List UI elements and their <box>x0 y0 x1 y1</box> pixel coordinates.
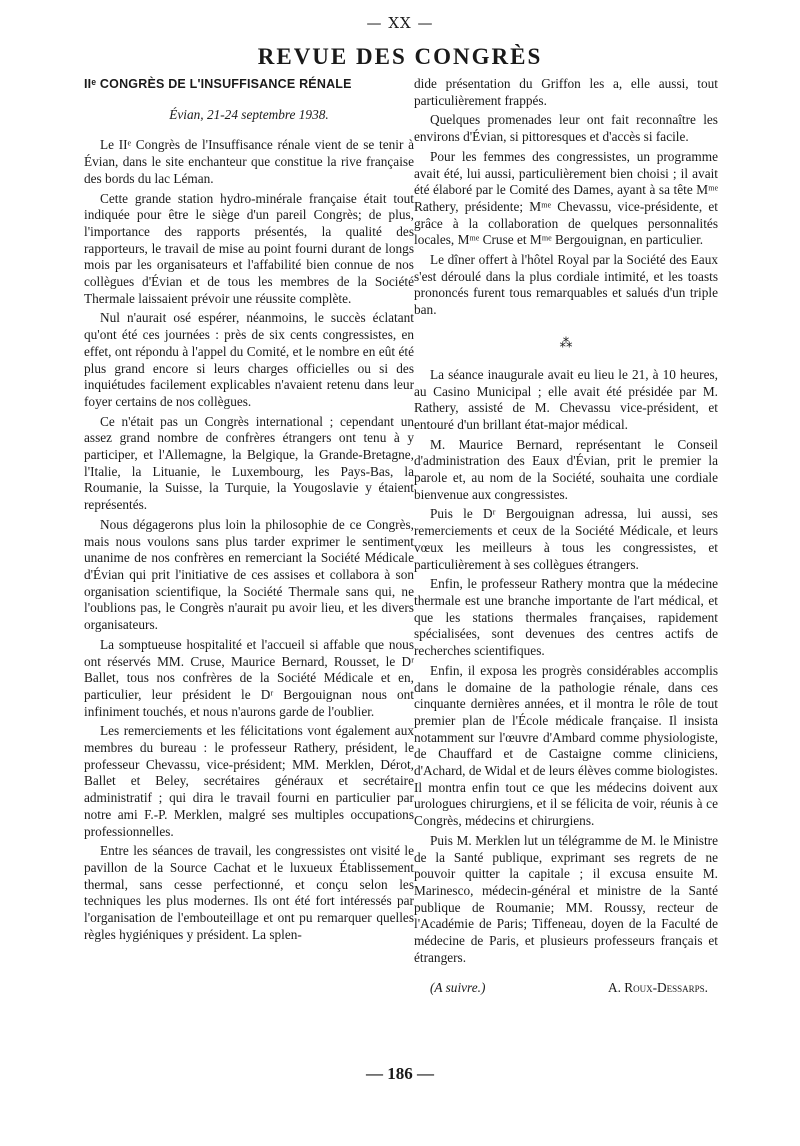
paragraph: Enfin, il exposa les progrès considérables accomplis dans le domaine de la pathologie rénale, dans ces cinquante dernières années, et il montra le rôle de tout premier plan de l'École médicale française. Il insista notamment sur l'œuvre d'Ambard comme physiologiste, de Chauffard et de Castaigne comme cliniciens, d'Achard, de Widal et de leurs élèves comme biologistes. Il montra enfin tout ce que les médecins doivent aux urologues chirurgiens, et il se félicita de voir, réunis à ce Congrès, médecins et chirurgiens. <box>414 662 718 829</box>
paragraph: Le IIᵉ Congrès de l'Insuffisance rénale vient de se tenir à Évian, dans le site enchanteur que constitue la rive française des bords du lac Léman. <box>84 137 414 186</box>
signature-line <box>414 980 718 997</box>
paragraph: Les remerciements et les félicitations vont également aux membres du bureau : le professeur Rathery, président, le professeur Chevassu, vice-président; MM. Merklen, Dérot, Ballet et Beley, secrétaires généraux et secrétaire administratif ; qui dira le travail fourni en particulier par notre ami F.-P. Merklen, malgré ses multiples occupations professionnelles. <box>84 723 414 839</box>
paragraph: Nul n'aurait osé espérer, néanmoins, le succès éclatant qu'ont été ces journées : près de six cents congressistes, en effet, ont répondu à l'appel du Comité, et le nombre en eût été plus grand encore si leurs charges officielles ou si des inquiétudes facilement explicables n'avaient retenu dans leur foyer certains de nos collègues. <box>84 310 414 409</box>
paragraph: Entre les séances de travail, les congressistes ont visité le pavillon de la Source Cachat et le luxueux Établissement thermal, sans cesse perfectionné, et conçu selon les techniques les plus modernes. Ils ont été fort intéressés par l'organisation de l'embouteillage et ont pu remarquer quelles règles hygiéniques y président. La splen- <box>84 843 414 942</box>
paragraph: M. Maurice Bernard, représentant le Conseil d'administration des Eaux d'Évian, prit le premier la parole et, au nom de la Société, souhaita une cordiale bienvenue aux congressistes. <box>414 436 718 502</box>
author-name: A. Roux-Dessarps. <box>608 980 708 996</box>
to-be-continued: (A suivre.) <box>430 980 486 996</box>
page-title: REVUE DES CONGRÈS <box>257 44 543 69</box>
paragraph: Puis M. Merklen lut un télégramme de M. le Ministre de la Santé publique, exprimant ses regrets de ne pouvoir quitter la capitale ; il excusa ensuite M. Marinesco, médecin-général et ministre de la Santé publique de Roumanie; MM. Roussy, recteur de l'Académie de Paris; Tiffeneau, doyen de la Faculté de médecine de Paris, et plusieurs professeurs français et étrangers. <box>414 832 718 965</box>
paragraph: La séance inaugurale avait eu lieu le 21, à 10 heures, au Casino Municipal ; elle avait été présidée par M. Rathery, assisté de M. Chevassu vice-président, et entouré d'un brillant état-major médical. <box>414 366 718 432</box>
paragraph: Cette grande station hydro-minérale française était tout indiquée pour être le siège d'un pareil Congrès; de plus, l'importance des rapports présentés, la qualité des rapporteurs, le travail de mise au point fourni durant de longs mois par les organisateurs et l'affabilité bien connue de nos collègues d'Évian et de tous les membres de la Société Thermale laissaient prévoir une réussite complète. <box>84 190 414 306</box>
paragraph: Ce n'était pas un Congrès international ; cependant un assez grand nombre de confrères étrangers ont tenu à y participer, et l'Allemagne, la Belgique, la Grande-Bretagne, l'Italie, la Lituanie, le Luxembourg, les Pays-Bas, la Roumanie, la Suisse, la Turquie, la Yougoslavie y étaient représentés. <box>84 413 414 513</box>
paragraph: Nous dégagerons plus loin la philosophie de ce Congrès, mais nous voulons sans plus tarder exprimer le sentiment unanime de nos confrères en remerciant la Société Médicale d'Évian qui prit l'initiative de ces assises et collabora à son organisation scientifique, la Société Thermale sans qui, ne l'oublions pas, le Congrès n'aurait pu avoir lieu, et les divers organisateurs. <box>84 516 414 633</box>
left-column <box>84 76 414 946</box>
asterism-separator: ⁂ <box>559 334 573 350</box>
dateline: Évian, 21-24 septembre 1938. <box>169 106 329 122</box>
paragraph: Quelques promenades leur ont fait reconnaître les environs d'Évian, si pittoresques et d'accès si facile. <box>414 112 718 145</box>
paragraph: Enfin, le professeur Rathery montra que la médecine thermale est une branche importante de l'art médical, et que les stations thermales françaises, rapidement spécialisées, sont devenues des centres actifs de recherches scientifiques. <box>414 576 718 659</box>
paragraph: Pour les femmes des congressistes, un programme avait été, lui aussi, particulièrement bien choisi ; il avait été élaboré par le Comité des Dames, ayant à sa tête Mᵐᵉ Rathery, présidente; Mᵐᵉ Chevassu, vice-présidente, et grâce à la collaboration de quelques personnalités locales, Mᵐᵉ Cruse et Mᵐᵉ Bergouignan, en particulier. <box>414 148 718 248</box>
paragraph: dide présentation du Griffon les a, elle aussi, tout particulièrement frappés. <box>414 76 718 108</box>
section-heading: IIᵉ CONGRÈS DE L'INSUFFISANCE RÉNALE <box>84 77 352 91</box>
right-column <box>414 76 718 997</box>
paragraph: Puis le Dʳ Bergouignan adressa, lui aussi, ses remerciements et ceux de la Société Médicale, et leurs vœux les meilleurs à tous les congressistes, et particulièrement à ses collègues étrangers. <box>414 506 718 572</box>
page-number: — 186 — <box>366 1064 434 1083</box>
folio-number: — XX — <box>366 14 434 32</box>
paragraph: La somptueuse hospitalité et l'accueil si affable que nous ont réservés MM. Cruse, Maurice Bernard, Rousset, le Dʳ Ballet, tous nos confrères de la Société Médicale et en, particulier, leur président le Dʳ Bergouignan nous ont infiniment touchés, et nous n'aurons garde de l'oublier. <box>84 636 414 719</box>
paragraph: Le dîner offert à l'hôtel Royal par la Société des Eaux s'est déroulé dans la plus cordiale intimité, et les toasts prononcés furent tous remarquables et salués d'un triple ban. <box>414 252 718 318</box>
